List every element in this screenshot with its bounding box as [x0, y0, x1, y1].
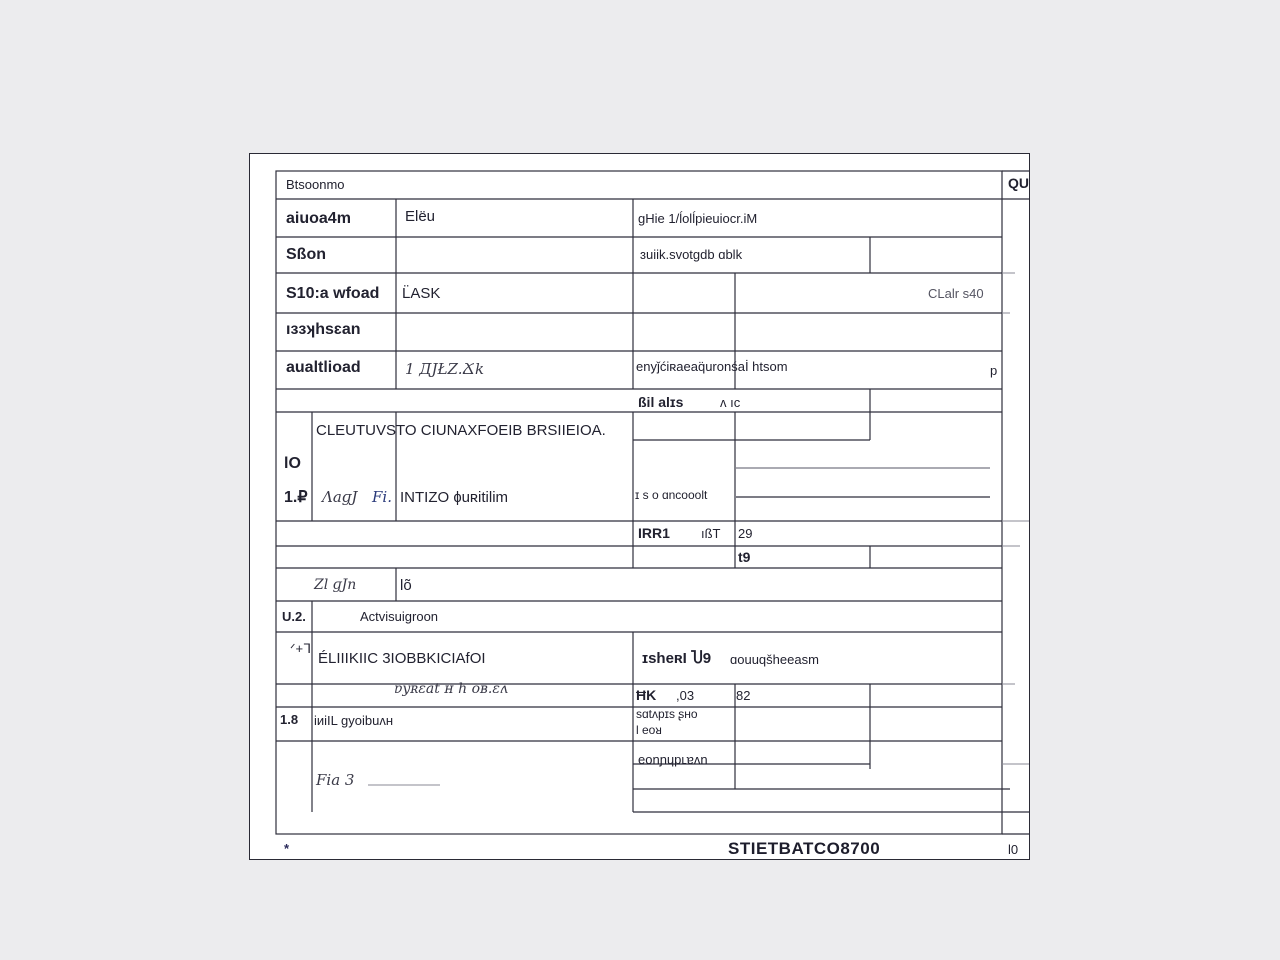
section1-description: CLEUTUVSTO CIUNAXFOEIB BRSIIEIOA. — [316, 422, 606, 439]
section3-handwriting: Fia 3 — [316, 771, 355, 789]
row5-mark: p — [990, 363, 998, 378]
footer-page-number: l0 — [1008, 842, 1019, 857]
form-sheet — [249, 153, 1030, 860]
row1-right: gHie 1/ĺolĺpieuiocr.iM — [638, 211, 758, 226]
section2-text: Actvisuigroon — [360, 609, 439, 624]
section2-mark: lõ — [400, 577, 412, 594]
section3-small-3: eonɲɥpʟɐʌn — [638, 752, 708, 767]
section1-handwriting-1: ɅaɡJ — [322, 488, 358, 506]
section1-handwriting-2: Fi. — [372, 488, 392, 506]
row2-label: Sßon — [286, 246, 326, 263]
section1-mid-label: ɪ s o ɑncooolt — [635, 488, 708, 502]
section3-reference: ɪsheʀI Ⴎ9 — [642, 650, 712, 667]
section2-handwriting: Zl ɡJn — [314, 577, 357, 593]
corner-code: QU — [1008, 175, 1029, 191]
row4-label: ıɜɜʞhsɛan — [286, 321, 361, 338]
section3-code: ĦK — [636, 687, 657, 703]
row1-label: aiuoa4m — [286, 210, 351, 227]
row2-right: ɜuiik.svotgdb ɑblk — [640, 247, 743, 262]
section3-code-b: ,03 — [676, 688, 695, 703]
section1-text: INTIZO ɸuʀitilim — [400, 489, 509, 506]
section1-number-top: lO — [284, 455, 301, 472]
section1-code-a: IRR1 — [638, 525, 670, 541]
row3-label: S10:a wfoad — [286, 285, 380, 302]
row3-value: L̈ASK — [402, 285, 441, 302]
section1-code-d: t9 — [738, 549, 751, 565]
section3-text-2: ɐyʀɛat ʜ h oʙ.ɛʌ — [394, 681, 508, 697]
row5-value: 1 ДJŁZ.Ճk — [405, 360, 485, 378]
row5-right: enyǰćiʀaeaq̈uronśaİ htsom — [636, 359, 788, 374]
section3-small-1: sɑtᴧpɪs ʂʜᴏ — [636, 707, 698, 721]
row6-code: ßil alɪs — [638, 394, 684, 410]
row5-label: aualtlioad — [286, 359, 361, 376]
section1-code-c: 29 — [738, 526, 753, 541]
section3-code-c: 82 — [736, 688, 751, 703]
section1-number: 1.₽ — [284, 489, 308, 506]
section3-reference-text: ɑouuqšheeasm — [730, 652, 819, 667]
section3-row-text: iᴎiIL ɡyoibuʌʜ — [314, 713, 393, 728]
footer-mark: * — [284, 841, 290, 856]
section3-mark: ᐟ+ᒣ — [290, 641, 312, 656]
row1-value: Elëu — [405, 208, 436, 225]
form-title: Btsoonmo — [286, 177, 345, 192]
row6-code-sub: ᴧ ıc — [720, 395, 741, 410]
section1-code-b: ıßT — [701, 526, 721, 541]
section3-small-2: l eoᴚ — [636, 723, 662, 737]
row3-right: CLalr s40 — [928, 286, 984, 301]
section3-number: 1.8 — [280, 712, 299, 727]
footer-stamp: STIETBATCO8700 — [728, 839, 881, 858]
section3-text-1: ÉLIIIKIIC 3IOBBKICIAfOI — [318, 650, 486, 667]
section2-number: U.2. — [282, 609, 306, 624]
